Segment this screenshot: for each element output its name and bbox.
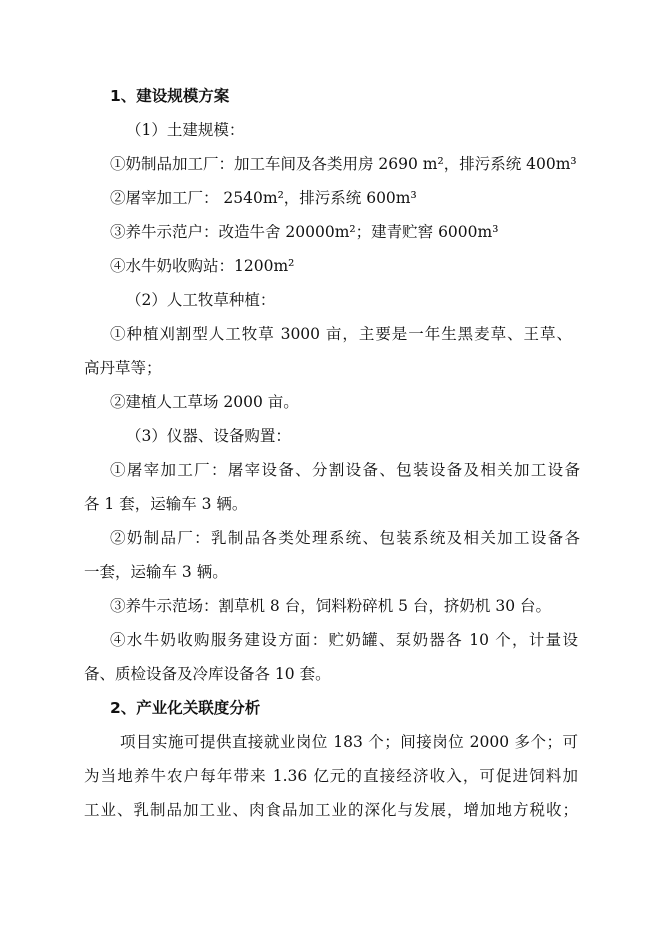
section-2-heading: 2、产业化关联度分析	[110, 699, 261, 717]
forage-item-line2: 高丹草等；	[84, 359, 162, 377]
milk-service-line1: ④水牛奶收购服务建设方面：贮奶罐、泵奶器各 10 个，计量设	[110, 631, 578, 649]
milk-service-line2: 备、质检设备及冷库设备各 10 套。	[84, 665, 331, 683]
milk-station-item: ④水牛奶收购站：1200m²	[110, 257, 295, 275]
dairy-equipment-line1: ②奶制品厂：乳制品各类处理系统、包装系统及相关加工设备各	[110, 529, 580, 547]
forage-item-line1: ①种植刈割型人工牧草 3000 亩，主要是一年生黑麦草、王草、	[110, 325, 572, 343]
cattle-demo-household-item: ③养牛示范户：改造牛舍 20000m²；建青贮窖 6000m³	[110, 223, 499, 241]
grassland-item: ②建植人工草场 2000 亩。	[110, 393, 299, 411]
industrialization-para-line2: 为当地养牛农户每年带来 1.36 亿元的直接经济收入，可促进饲料加	[84, 767, 578, 785]
subsection-1-title: （1）土建规模：	[126, 121, 245, 139]
dairy-equipment-line2: 一套，运输车 3 辆。	[84, 563, 228, 581]
slaughter-equipment-line2: 各 1 套，运输车 3 辆。	[84, 495, 248, 513]
industrialization-para-line3: 工业、乳制品加工业、肉食品加工业的深化与发展，增加地方税收；	[84, 801, 578, 819]
section-1-heading: 1、建设规模方案	[110, 87, 230, 105]
subsection-2-title: （2）人工牧草种植：	[126, 291, 276, 309]
industrialization-para-line1: 项目实施可提供直接就业岗位 183 个；间接岗位 2000 多个；可	[120, 733, 578, 751]
demo-farm-equipment: ③养牛示范场：割草机 8 台，饲料粉碎机 5 台，挤奶机 30 台。	[110, 597, 552, 615]
subsection-3-title: （3）仪器、设备购置：	[126, 427, 291, 445]
slaughter-equipment-line1: ①屠宰加工厂：屠宰设备、分割设备、包装设备及相关加工设备	[110, 461, 580, 479]
dairy-plant-item: ①奶制品加工厂：加工车间及各类用房 2690 m²，排污系统 400m³	[110, 155, 577, 173]
slaughterhouse-item: ②屠宰加工厂： 2540m²，排污系统 600m³	[110, 189, 417, 207]
